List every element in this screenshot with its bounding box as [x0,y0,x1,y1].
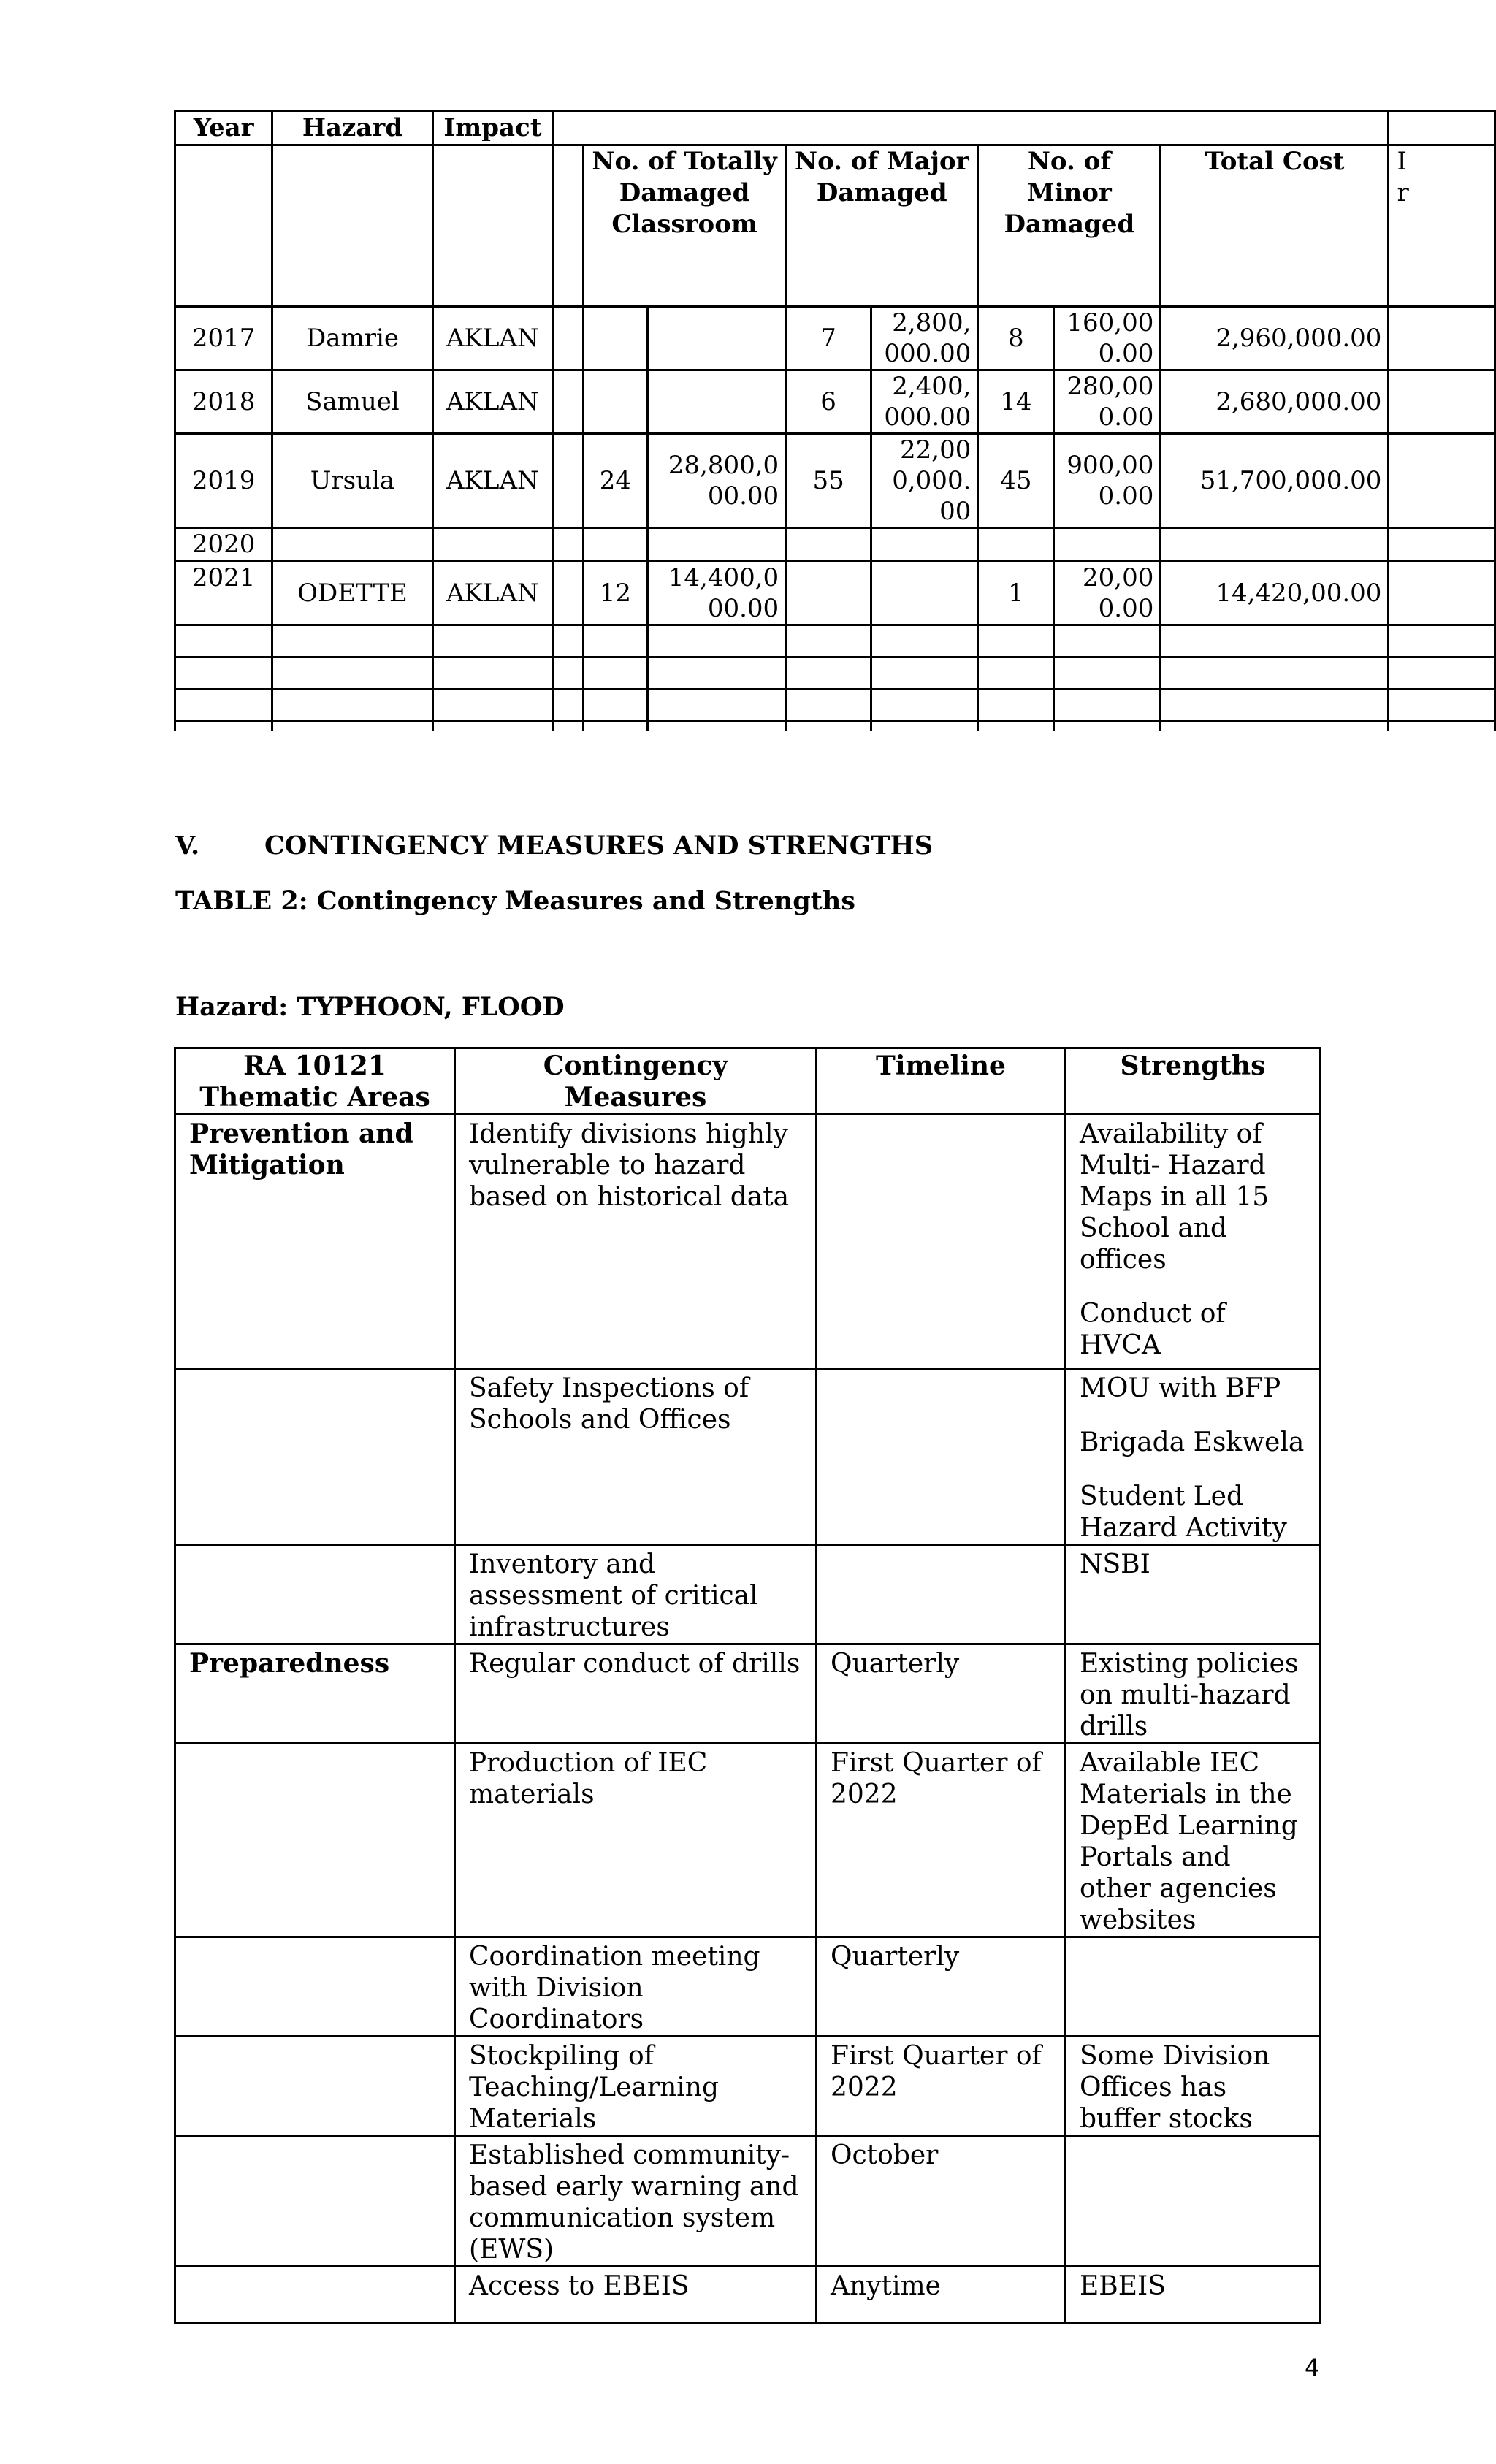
strength-item: Availability of Multi- Hazard Maps in all 15 School and offices [1080,1119,1270,1275]
table-row [175,1545,1321,1644]
cell-contingency-measure: Established community-based early warning and communication system (EWS) [455,2136,817,2267]
cell-totally-cost: 14,400,000.00 [647,562,785,625]
cell-cutoff [1389,307,1495,370]
cell-strengths [1066,1115,1321,1369]
cell-contingency-measure: Coordination meeting with Division Coordinators [455,1937,817,2037]
header-cutoff-top [1389,112,1495,145]
cell-minor-cost: 20,000.00 [1054,562,1161,625]
empty-row [175,690,1495,722]
cell-contingency-measure: Regular conduct of drills [455,1644,817,1744]
header-year: Year [175,112,272,145]
strength-item: Conduct of HVCA [1080,1299,1226,1360]
empty-cell [584,625,648,657]
cell-timeline: First Quarter of 2022 [817,2037,1066,2136]
cell-thematic-area [175,1545,455,1644]
empty-cell [272,722,432,731]
cell-contingency-measure: Safety Inspections of Schools and Offices [455,1369,817,1545]
cell-strengths [1066,2136,1321,2267]
cell-timeline: Quarterly [817,1937,1066,2037]
cell-timeline: First Quarter of 2022 [817,1744,1066,1937]
empty-cell [553,722,584,731]
empty-row [175,625,1495,657]
cell-year: 2019 [175,434,272,528]
header-impact: Impact [432,112,552,145]
cell-year: 2021 [175,562,272,625]
cell-totally-cost: 28,800,000.00 [647,434,785,528]
cell-timeline [817,1369,1066,1545]
strength-item: Brigada Eskwela [1080,1427,1305,1457]
header-thematic-areas: RA 10121 Thematic Areas [175,1048,455,1115]
empty-cell [1161,657,1389,690]
page-number: 4 [1305,2354,1320,2381]
empty-cell [175,657,272,690]
empty-cell [978,690,1054,722]
cell-total-cost [1161,528,1389,562]
empty-cell [1054,690,1161,722]
table-row [175,434,1495,528]
empty-cell [175,722,272,731]
cell-totally-cost [647,528,785,562]
cell-totally-count [584,307,648,370]
strength-item: MOU with BFP [1080,1373,1281,1403]
cell-thematic-area [175,2037,455,2136]
cell-thematic-area [175,1744,455,1937]
table-row [175,2136,1321,2267]
header-cutoff-line1: I [1397,147,1407,176]
cell-major-count: 7 [786,307,871,370]
empty-cell [584,657,648,690]
cell-major-cost: 2,400,000.00 [871,370,977,434]
empty-cell [272,625,432,657]
table-row [175,1369,1321,1545]
cell-strengths [1066,1937,1321,2037]
cell-timeline: October [817,2136,1066,2267]
contingency-table [174,1047,1321,2324]
damage-report-area [0,0,1496,731]
cell-totally-count: 12 [584,562,648,625]
cell-thematic-area: Prevention and Mitigation [175,1115,455,1369]
empty-cell [432,625,552,657]
empty-cell [1161,722,1389,731]
cell-year: 2017 [175,307,272,370]
cell-timeline [817,1115,1066,1369]
table-caption: TABLE 2: Contingency Measures and Strengths [175,886,855,916]
empty-cell [871,625,977,657]
cell-impact: AKLAN [432,370,552,434]
empty-cell [647,722,785,731]
empty-cell [786,657,871,690]
strength-item: EBEIS [1080,2271,1166,2301]
cell-major-cost [871,562,977,625]
empty-cell [584,722,648,731]
cell-strengths [1066,1644,1321,1744]
empty-cell [978,625,1054,657]
empty-cell [978,657,1054,690]
section-title: CONTINGENCY MEASURES AND STRENGTHS [264,831,933,861]
cell-impact: AKLAN [432,562,552,625]
cell-thematic-area [175,1937,455,2037]
empty-cell [1389,625,1495,657]
empty-cell [647,657,785,690]
empty-cell [871,657,977,690]
cell-thematic-area: Preparedness [175,1644,455,1744]
strength-item: NSBI [1080,1549,1150,1579]
header-cutoff-line2: r [1397,178,1409,207]
cell-total-cost: 14,420,00.00 [1161,562,1389,625]
cell-contingency-measure: Production of IEC materials [455,1744,817,1937]
cell-total-cost: 2,960,000.00 [1161,307,1389,370]
cell-contingency-measure: Stockpiling of Teaching/Learning Materials [455,2037,817,2136]
empty-cell [1389,690,1495,722]
empty-cell [1389,657,1495,690]
cell-strengths [1066,1744,1321,1937]
empty-cell [432,657,552,690]
cell-hazard: Ursula [272,434,432,528]
cell-contingency-measure: Access to EBEIS [455,2267,817,2324]
cell-cutoff [1389,528,1495,562]
strength-item: Existing policies on multi-hazard drills [1080,1649,1299,1742]
empty-cell [1389,722,1495,731]
cell-contingency-measure: Identify divisions highly vulnerable to hazard based on historical data [455,1115,817,1369]
empty-cell [786,722,871,731]
header-totally-damaged: No. of Totally Damaged Classroom [584,145,786,307]
strength-item: Student Led Hazard Activity [1080,1481,1287,1543]
hazard-line: Hazard: TYPHOON, FLOOD [175,992,565,1022]
cell-total-cost: 51,700,000.00 [1161,434,1389,528]
header-minor-damaged: No. of Minor Damaged [978,145,1161,307]
damage-report-table [174,110,1496,731]
cell-cutoff [1389,370,1495,434]
cell-impact: AKLAN [432,307,552,370]
empty-cell [978,722,1054,731]
empty-cell [1161,690,1389,722]
cell-minor-cost: 160,000.00 [1054,307,1161,370]
cell-thematic-area [175,2136,455,2267]
header-total-cost: Total Cost [1161,145,1389,307]
cell-minor-count: 45 [978,434,1054,528]
empty-cell [1054,722,1161,731]
cell-major-count: 55 [786,434,871,528]
table-row [175,1937,1321,2037]
cell-totally-cost [647,370,785,434]
table-row [175,1115,1321,1369]
table-row [175,1744,1321,1937]
empty-cell [432,722,552,731]
cell-minor-count: 1 [978,562,1054,625]
cell-impact: AKLAN [432,434,552,528]
cell-thematic-area [175,2267,455,2324]
cell-narrow [553,562,584,625]
table-row [175,562,1495,625]
table-row [175,307,1495,370]
empty-cell [553,690,584,722]
cell-narrow [553,370,584,434]
cell-cutoff [1389,434,1495,528]
header-major-damaged: No. of Major Damaged [786,145,978,307]
cell-totally-cost [647,307,785,370]
cell-minor-cost: 280,000.00 [1054,370,1161,434]
empty-row [175,657,1495,690]
empty-cell [1054,625,1161,657]
cell-strengths [1066,2037,1321,2136]
cell-impact [432,528,552,562]
cell-major-cost [871,528,977,562]
cell-major-count: 6 [786,370,871,434]
empty-cell [647,625,785,657]
cell-timeline: Quarterly [817,1644,1066,1744]
empty-cell [432,690,552,722]
header-strengths: Strengths [1066,1048,1321,1115]
cell-minor-cost [1054,528,1161,562]
cell-hazard [272,528,432,562]
cell-contingency-measure: Inventory and assessment of critical infrastructures [455,1545,817,1644]
empty-cell [647,690,785,722]
header2-impact-blank [432,145,552,307]
cell-major-count [786,528,871,562]
empty-cell [272,657,432,690]
header2-hazard-blank [272,145,432,307]
cell-hazard: ODETTE [272,562,432,625]
cell-major-cost: 22,000,000.00 [871,434,977,528]
section-number: V. [175,831,200,861]
cell-hazard: Damrie [272,307,432,370]
table-row [175,2267,1321,2324]
header2-year-blank [175,145,272,307]
cell-timeline: Anytime [817,2267,1066,2324]
cell-narrow [553,307,584,370]
header-empty-span [553,112,1389,145]
cell-strengths [1066,1369,1321,1545]
cell-timeline [817,1545,1066,1644]
table-row [175,370,1495,434]
cell-narrow [553,528,584,562]
cell-total-cost: 2,680,000.00 [1161,370,1389,434]
empty-cell [553,657,584,690]
cell-strengths [1066,2267,1321,2324]
cell-totally-count [584,370,648,434]
empty-cell [871,690,977,722]
empty-cell [786,690,871,722]
empty-cell [1161,625,1389,657]
empty-cell [553,625,584,657]
header-hazard: Hazard [272,112,432,145]
cell-strengths [1066,1545,1321,1644]
empty-row [175,722,1495,731]
cell-minor-count: 8 [978,307,1054,370]
cell-minor-count [978,528,1054,562]
header-timeline: Timeline [817,1048,1066,1115]
cell-cutoff [1389,562,1495,625]
cell-year: 2020 [175,528,272,562]
header-contingency-measures: Contingency Measures [455,1048,817,1115]
empty-cell [175,690,272,722]
empty-cell [871,722,977,731]
strength-item: Some Division Offices has buffer stocks [1080,2041,1270,2134]
empty-cell [786,625,871,657]
cell-minor-cost: 900,000.00 [1054,434,1161,528]
table-row [175,2037,1321,2136]
header-cutoff [1389,145,1495,307]
table-row [175,528,1495,562]
table-row [175,1644,1321,1744]
cell-major-count [786,562,871,625]
cell-totally-count: 24 [584,434,648,528]
cell-hazard: Samuel [272,370,432,434]
cell-narrow [553,434,584,528]
empty-cell [1054,657,1161,690]
empty-cell [272,690,432,722]
empty-cell [175,625,272,657]
cell-major-cost: 2,800,000.00 [871,307,977,370]
cell-year: 2018 [175,370,272,434]
cell-totally-count [584,528,648,562]
empty-cell [584,690,648,722]
cell-thematic-area [175,1369,455,1545]
header2-narrow-blank [553,145,584,307]
strength-item: Available IEC Materials in the DepEd Learning Portals and other agencies websites [1080,1748,1298,1935]
cell-minor-count: 14 [978,370,1054,434]
